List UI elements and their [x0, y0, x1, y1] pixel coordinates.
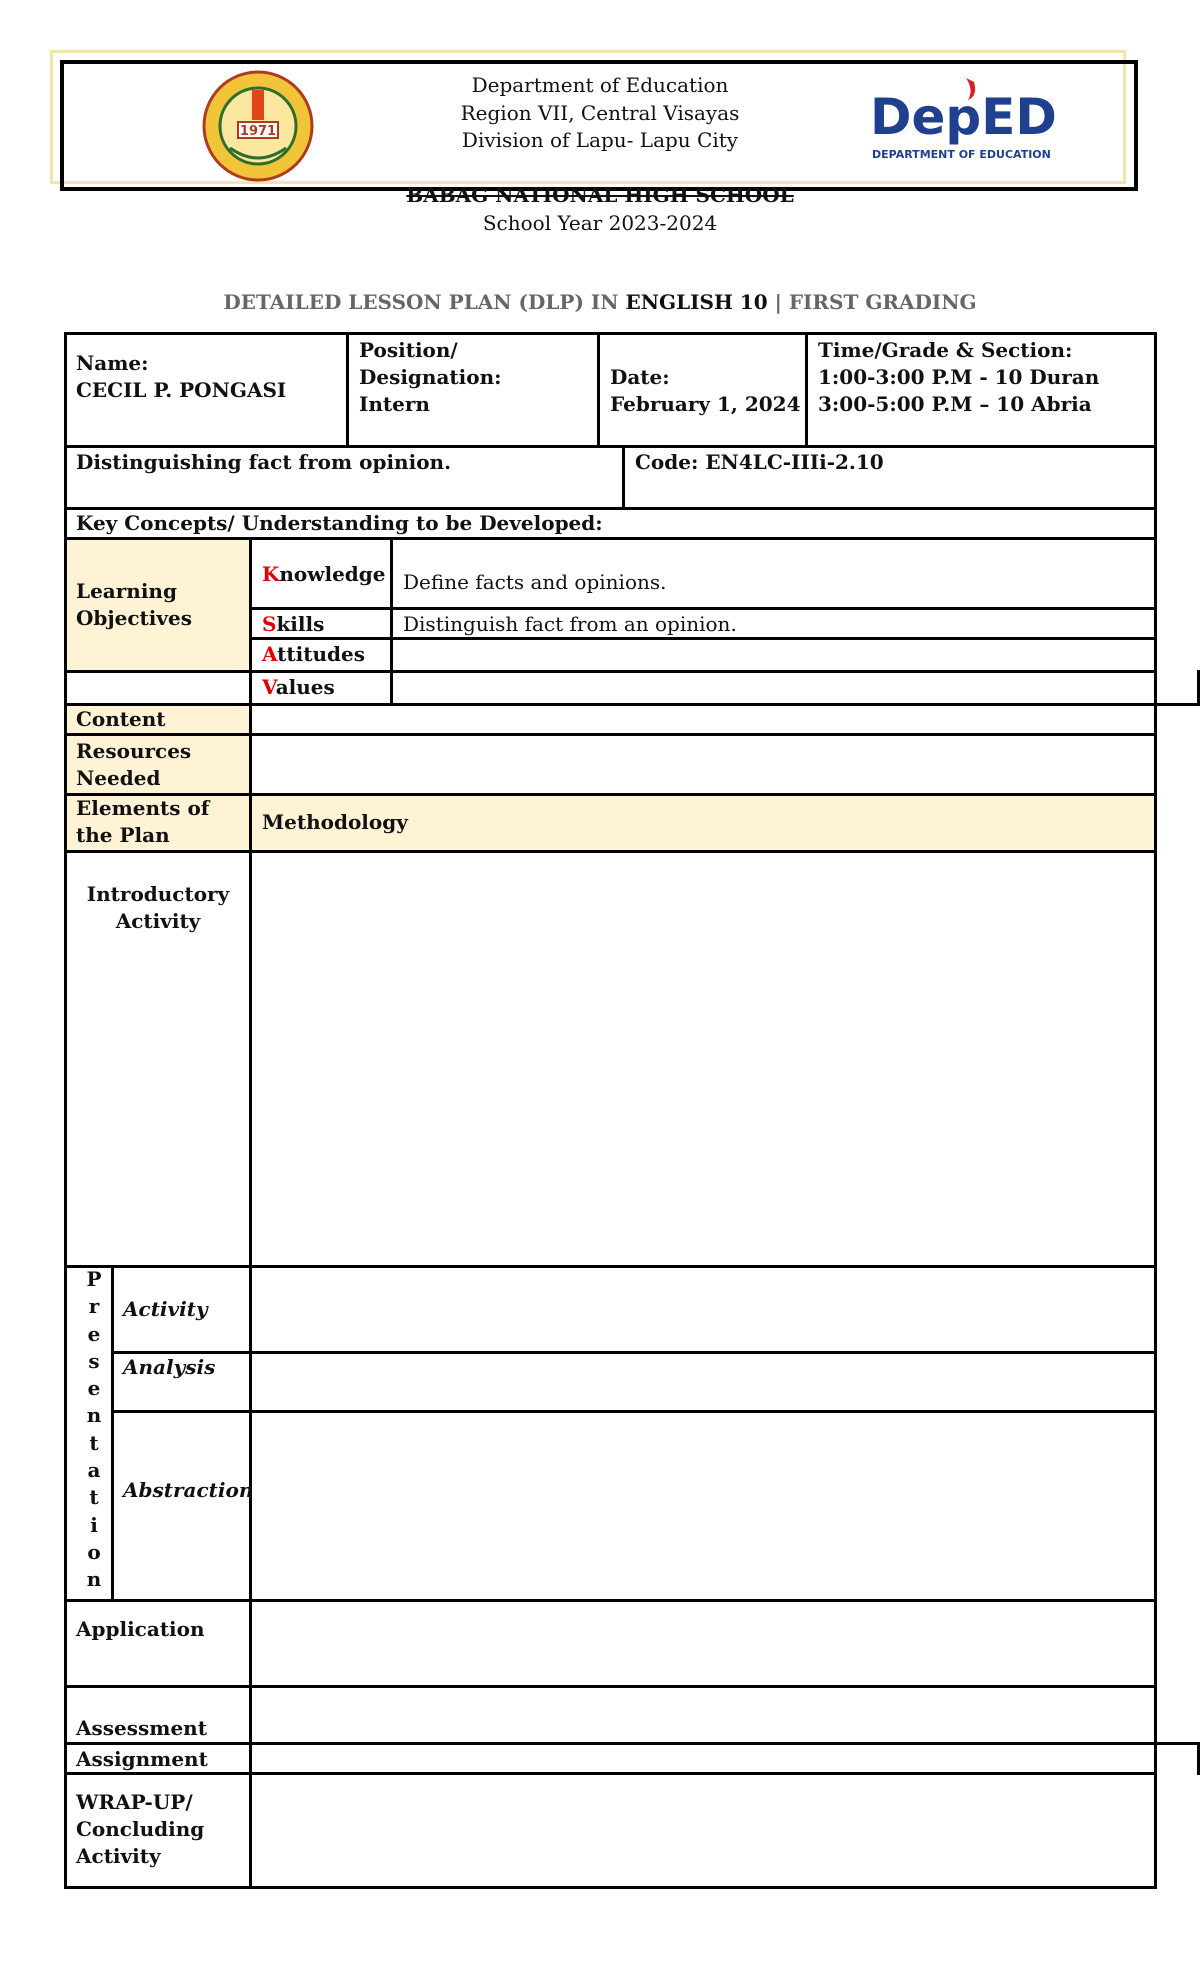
document-title	[0, 290, 1200, 314]
name-label: Name:	[76, 351, 149, 375]
methodology-label: Methodology	[262, 810, 408, 834]
competency-code: Code: EN4LC-IIIi-2.10	[635, 450, 884, 474]
elements-row-fill	[66, 795, 1155, 850]
time-value-2: 3:00-5:00 P.M – 10 Abria	[818, 392, 1092, 416]
skills-value: Distinguish fact from an opinion.	[403, 612, 737, 636]
school-year: School Year 2023-2024	[482, 211, 718, 235]
time-value-1: 1:00-3:00 P.M - 10 Duran	[818, 365, 1100, 389]
attitudes-label: Attitudes	[262, 642, 365, 666]
wrapup-label-1: WRAP-UP/	[76, 1790, 193, 1814]
title-separator: |	[767, 290, 789, 314]
position-value: Intern	[359, 392, 430, 416]
wrapup-label-2: Concluding	[76, 1817, 205, 1841]
application-label: Application	[76, 1617, 205, 1641]
name-value: CECIL P. PONGASI	[76, 378, 287, 402]
assignment-label: Assignment	[76, 1747, 208, 1771]
title-subject: ENGLISH 10	[625, 290, 768, 314]
wrapup-label-3: Activity	[76, 1844, 161, 1868]
content-label: Content	[76, 707, 166, 731]
objectives-label-1: Learning	[76, 579, 177, 603]
objectives-label-2: Objectives	[76, 606, 192, 630]
elements-label-1: Elements of	[76, 796, 210, 820]
header-line-2: Region VII, Central Visayas	[460, 101, 740, 125]
resources-label-2: Needed	[76, 766, 161, 790]
header-line-3: Division of Lapu- Lapu City	[461, 128, 739, 152]
date-value: February 1, 2024	[610, 392, 801, 416]
time-label: Time/Grade & Section:	[818, 338, 1073, 362]
intro-label-1: Introductory	[86, 882, 230, 906]
title-prefix: DETAILED LESSON PLAN (DLP) IN	[223, 290, 626, 314]
position-label-1: Position/	[359, 338, 458, 362]
date-label: Date:	[610, 365, 670, 389]
competency-text: Distinguishing fact from opinion.	[76, 450, 452, 474]
activity-label: Activity	[123, 1297, 208, 1321]
title-grading: FIRST GRADING	[788, 290, 977, 314]
knowledge-label: Knowledge	[262, 562, 386, 586]
abstraction-label: Abstraction	[123, 1478, 254, 1502]
assessment-label: Assessment	[76, 1716, 207, 1740]
header-line-1: Department of Education	[471, 73, 729, 97]
resources-label-1: Resources	[76, 739, 192, 763]
position-label-2: Designation:	[359, 365, 502, 389]
knowledge-value: Define facts and opinions.	[403, 570, 667, 594]
school-name: BABAG NATIONAL HIGH SCHOOL	[406, 183, 794, 207]
seal-year: 1971	[239, 124, 277, 139]
analysis-label: Analysis	[123, 1355, 216, 1379]
deped-logo-subtitle: DEPARTMENT OF EDUCATION	[872, 148, 1051, 161]
elements-label-2: the Plan	[76, 823, 170, 847]
values-label: Values	[262, 675, 335, 699]
skills-label: Skills	[262, 612, 325, 636]
intro-label-2: Activity	[115, 909, 201, 933]
deped-logo-wordmark: DepED	[870, 88, 1057, 146]
key-concepts-label: Key Concepts/ Understanding to be Developed:	[76, 511, 603, 535]
presentation-vertical-label: P r e s e n t a t i o n	[86, 1267, 102, 1592]
